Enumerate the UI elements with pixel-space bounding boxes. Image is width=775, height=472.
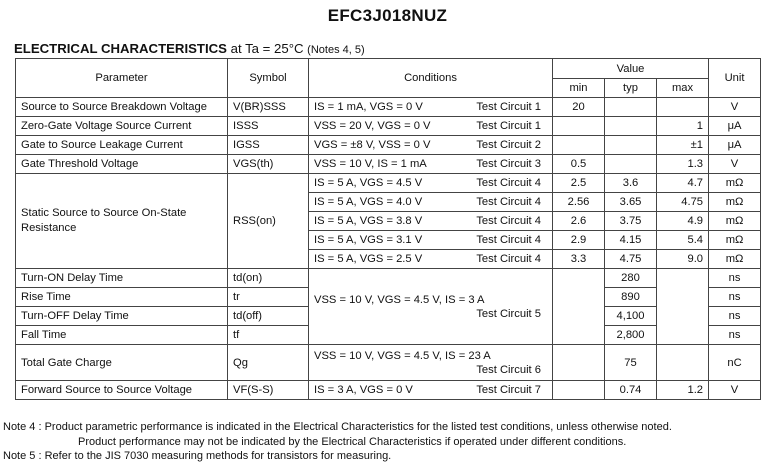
table-row <box>16 155 761 174</box>
row-conditions <box>309 250 553 269</box>
row-conditions <box>309 136 553 155</box>
row-typ: 280 <box>605 269 657 288</box>
table-row <box>16 98 761 117</box>
table-row <box>16 136 761 155</box>
table-row <box>16 174 761 193</box>
row-conditions <box>309 231 553 250</box>
row-conditions <box>309 381 553 400</box>
document-title: EFC3J018NUZ <box>327 6 448 25</box>
condition-text: VGS = ±8 V, VSS = 0 V <box>314 139 431 151</box>
test-circuit: Test Circuit 1 <box>476 120 541 132</box>
row-parameter: Zero-Gate Voltage Source Current <box>16 117 228 136</box>
condition-text: VSS = 10 V, VGS = 4.5 V, IS = 3 A <box>314 293 485 306</box>
condition-text: IS = 5 A, VGS = 3.8 V <box>314 215 423 227</box>
row-unit: μA <box>709 136 761 155</box>
row-unit: mΩ <box>709 174 761 193</box>
row-min: 2.5 <box>553 174 605 193</box>
row-conditions <box>309 269 553 345</box>
note-5: Note 5 : Refer to the JIS 7030 measuring methods for transistors for measuring. <box>3 450 392 462</box>
test-circuit: Test Circuit 2 <box>476 139 541 151</box>
row-max: 4.75 <box>657 193 709 212</box>
row-symbol: VGS(th) <box>228 155 309 174</box>
row-symbol: IGSS <box>228 136 309 155</box>
table-row <box>16 269 761 288</box>
row-min <box>553 269 605 345</box>
row-parameter: Forward Source to Source Voltage <box>16 381 228 400</box>
row-symbol: td(on) <box>228 269 309 288</box>
row-max: 1 <box>657 117 709 136</box>
condition-text: IS = 1 mA, VGS = 0 V <box>314 101 423 113</box>
condition-text: IS = 5 A, VGS = 2.5 V <box>314 253 423 265</box>
row-symbol: tf <box>228 326 309 345</box>
row-typ: 3.65 <box>605 193 657 212</box>
condition-text: VSS = 10 V, VGS = 4.5 V, IS = 23 A <box>314 349 491 362</box>
row-parameter: Rise Time <box>16 288 228 307</box>
row-max: 4.7 <box>657 174 709 193</box>
row-conditions <box>309 98 553 117</box>
row-symbol: td(off) <box>228 307 309 326</box>
row-parameter: Turn-OFF Delay Time <box>16 307 228 326</box>
row-typ: 75 <box>605 345 657 381</box>
row-symbol: ISSS <box>228 117 309 136</box>
row-min <box>553 117 605 136</box>
row-min: 3.3 <box>553 250 605 269</box>
row-typ: 890 <box>605 288 657 307</box>
row-unit: mΩ <box>709 250 761 269</box>
row-typ <box>605 136 657 155</box>
row-min: 20 <box>553 98 605 117</box>
test-circuit: Test Circuit 7 <box>476 384 541 396</box>
test-circuit: Test Circuit 4 <box>476 234 541 246</box>
header-max: max <box>657 79 709 98</box>
row-conditions <box>309 117 553 136</box>
row-unit: ns <box>709 288 761 307</box>
header-conditions: Conditions <box>309 59 553 98</box>
row-typ <box>605 155 657 174</box>
row-parameter: Gate to Source Leakage Current <box>16 136 228 155</box>
note-4-continued: Product performance may not be indicated by the Electrical Characteristics if operated under different conditions. <box>78 435 627 448</box>
row-unit: mΩ <box>709 193 761 212</box>
row-unit: V <box>709 155 761 174</box>
row-max: 1.2 <box>657 381 709 400</box>
row-max <box>657 98 709 117</box>
table-row <box>16 117 761 136</box>
row-unit: ns <box>709 326 761 345</box>
row-typ: 4.75 <box>605 250 657 269</box>
row-max: ±1 <box>657 136 709 155</box>
row-typ: 4.15 <box>605 231 657 250</box>
row-conditions <box>309 155 553 174</box>
condition-text: IS = 5 A, VGS = 3.1 V <box>314 234 423 246</box>
test-circuit: Test Circuit 6 <box>476 363 541 376</box>
header-value: Value <box>553 59 709 79</box>
header-min: min <box>553 79 605 98</box>
header-unit: Unit <box>709 59 761 98</box>
row-conditions <box>309 345 553 381</box>
row-max: 1.3 <box>657 155 709 174</box>
row-unit: μA <box>709 117 761 136</box>
row-min <box>553 381 605 400</box>
test-circuit: Test Circuit 4 <box>476 196 541 208</box>
row-unit: mΩ <box>709 231 761 250</box>
row-min <box>553 136 605 155</box>
row-typ: 4,100 <box>605 307 657 326</box>
row-min <box>553 345 605 381</box>
table-row <box>16 381 761 400</box>
note-4: Note 4 : Product parametric performance is indicated in the Electrical Characteristics for the listed test conditions, unless otherwise noted. <box>3 421 672 433</box>
row-min: 2.56 <box>553 193 605 212</box>
section-heading-label: ELECTRICAL CHARACTERISTICS <box>14 41 227 56</box>
test-circuit: Test Circuit 3 <box>476 158 541 170</box>
row-symbol: VF(S-S) <box>228 381 309 400</box>
row-conditions <box>309 193 553 212</box>
row-symbol: Qg <box>228 345 309 381</box>
row-conditions <box>309 174 553 193</box>
notes <box>3 420 775 464</box>
test-circuit: Test Circuit 1 <box>476 101 541 113</box>
section-heading-condition: at Ta = 25°C <box>230 41 304 56</box>
row-unit: ns <box>709 269 761 288</box>
row-typ: 0.74 <box>605 381 657 400</box>
row-parameter: Gate Threshold Voltage <box>16 155 228 174</box>
row-unit: nC <box>709 345 761 381</box>
condition-text: VSS = 20 V, VGS = 0 V <box>314 120 431 132</box>
header-symbol: Symbol <box>228 59 309 98</box>
section-heading <box>14 41 365 56</box>
test-circuit: Test Circuit 4 <box>476 177 541 189</box>
row-unit: V <box>709 98 761 117</box>
row-typ: 3.75 <box>605 212 657 231</box>
row-parameter: Static Source to Source On-State Resistance <box>16 174 228 269</box>
row-max <box>657 269 709 345</box>
test-circuit: Test Circuit 5 <box>476 307 541 320</box>
condition-text: IS = 5 A, VGS = 4.0 V <box>314 196 423 208</box>
row-parameter: Turn-ON Delay Time <box>16 269 228 288</box>
row-max: 5.4 <box>657 231 709 250</box>
test-circuit: Test Circuit 4 <box>476 253 541 265</box>
table-row <box>16 345 761 381</box>
condition-text: IS = 3 A, VGS = 0 V <box>314 384 413 396</box>
row-parameter: Source to Source Breakdown Voltage <box>16 98 228 117</box>
header-parameter: Parameter <box>16 59 228 98</box>
row-unit: mΩ <box>709 212 761 231</box>
row-typ <box>605 98 657 117</box>
row-min: 2.9 <box>553 231 605 250</box>
row-symbol: tr <box>228 288 309 307</box>
condition-text: IS = 5 A, VGS = 4.5 V <box>314 177 423 189</box>
row-conditions <box>309 212 553 231</box>
row-typ: 2,800 <box>605 326 657 345</box>
row-max: 9.0 <box>657 250 709 269</box>
row-symbol: V(BR)SSS <box>228 98 309 117</box>
row-min: 2.6 <box>553 212 605 231</box>
row-typ <box>605 117 657 136</box>
header-typ: typ <box>605 79 657 98</box>
row-max <box>657 345 709 381</box>
electrical-characteristics-table <box>15 58 761 400</box>
row-parameter: Fall Time <box>16 326 228 345</box>
row-typ: 3.6 <box>605 174 657 193</box>
section-heading-notes-ref: (Notes 4, 5) <box>307 44 365 56</box>
row-unit: V <box>709 381 761 400</box>
row-min: 0.5 <box>553 155 605 174</box>
condition-text: VSS = 10 V, IS = 1 mA <box>314 158 427 170</box>
row-max: 4.9 <box>657 212 709 231</box>
row-symbol: RSS(on) <box>228 174 309 269</box>
row-unit: ns <box>709 307 761 326</box>
row-parameter: Total Gate Charge <box>16 345 228 381</box>
test-circuit: Test Circuit 4 <box>476 215 541 227</box>
